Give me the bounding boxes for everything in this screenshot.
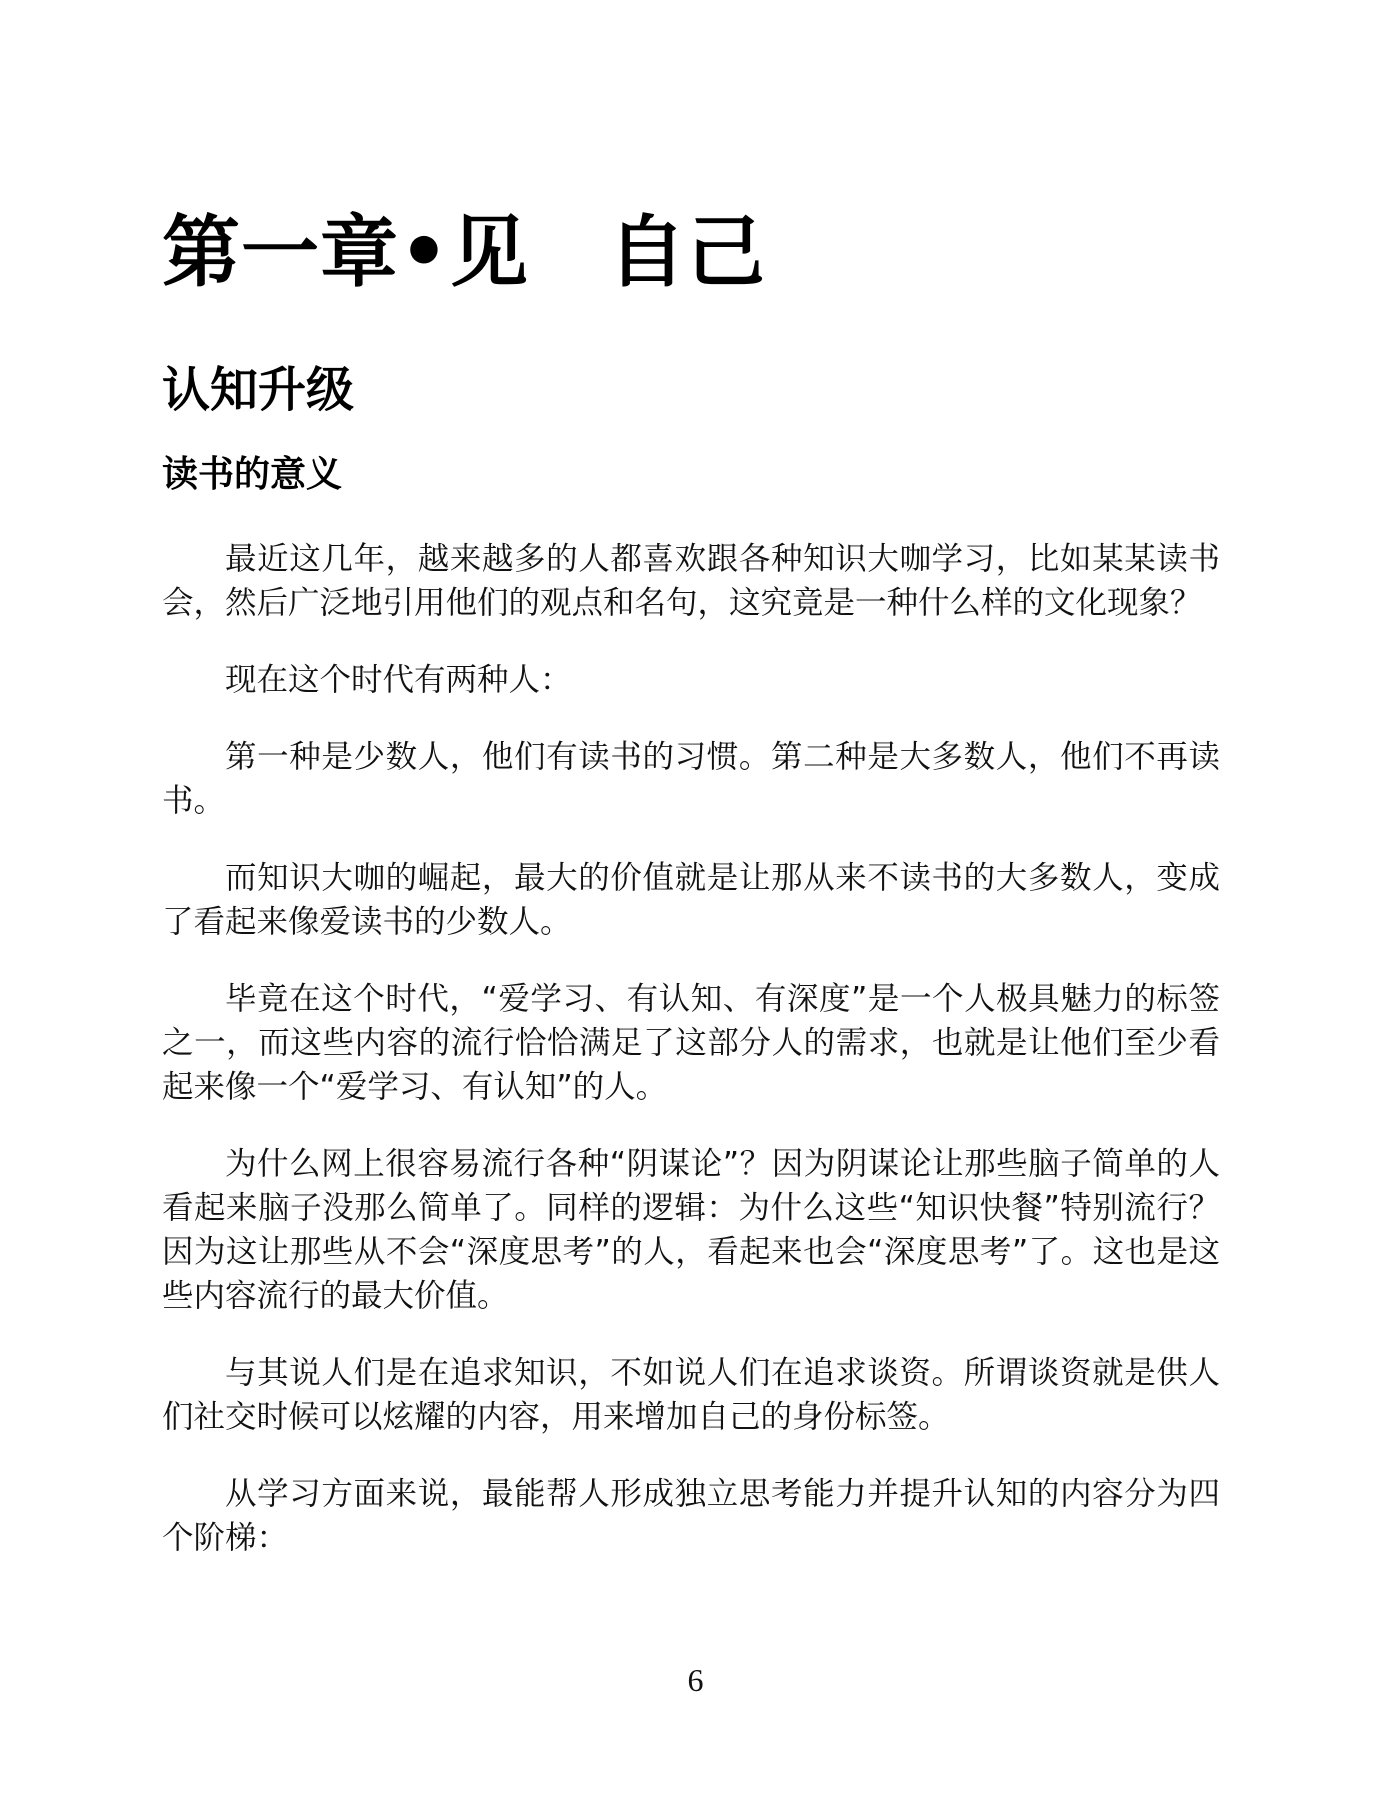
paragraph-1: 最近这几年，越来越多的人都喜欢跟各种知识大咖学习，比如某某读书会，然后广泛地引用他们的观点和名句，这究竟是一种什么样的文化现象？ (162, 541, 1220, 621)
body-text (162, 537, 1220, 1560)
paragraph-2: 现在这个时代有两种人： (225, 662, 572, 698)
paragraph-5: 毕竟在这个时代，“爱学习、有认知、有深度”是一个人极具魅力的标签之一，而这些内容的流行恰恰满足了这部分人的需求，也就是让他们至少看起来像一个“爱学习、有认知”的人。 (162, 981, 1220, 1105)
chapter-title: 第一章•见 自己 (162, 208, 766, 298)
paragraph-6: 为什么网上很容易流行各种“阴谋论”？因为阴谋论让那些脑子简单的人看起来脑子没那么简单了。同样的逻辑：为什么这些“知识快餐”特别流行？因为这让那些从不会“深度思考”的人，看起来也会“深度思考”了。这也是这些内容流行的最大价值。 (162, 1146, 1220, 1314)
page-number: 6 (687, 1662, 704, 1698)
paragraph-3: 第一种是少数人，他们有读书的习惯。第二种是大多数人，他们不再读书。 (162, 739, 1220, 819)
paragraph-8: 从学习方面来说，最能帮人形成独立思考能力并提升认知的内容分为四个阶梯： (162, 1476, 1220, 1556)
paragraph-4: 而知识大咖的崛起，最大的价值就是让那从来不读书的大多数人，变成了看起来像爱读书的少数人。 (162, 860, 1220, 940)
paragraph-7: 与其说人们是在追求知识，不如说人们在追求谈资。所谓谈资就是供人们社交时候可以炫耀的内容，用来增加自己的身份标签。 (162, 1355, 1220, 1435)
page-content (162, 205, 1220, 1593)
subsection-title: 读书的意义 (162, 454, 343, 495)
section-title: 认知升级 (162, 362, 355, 418)
